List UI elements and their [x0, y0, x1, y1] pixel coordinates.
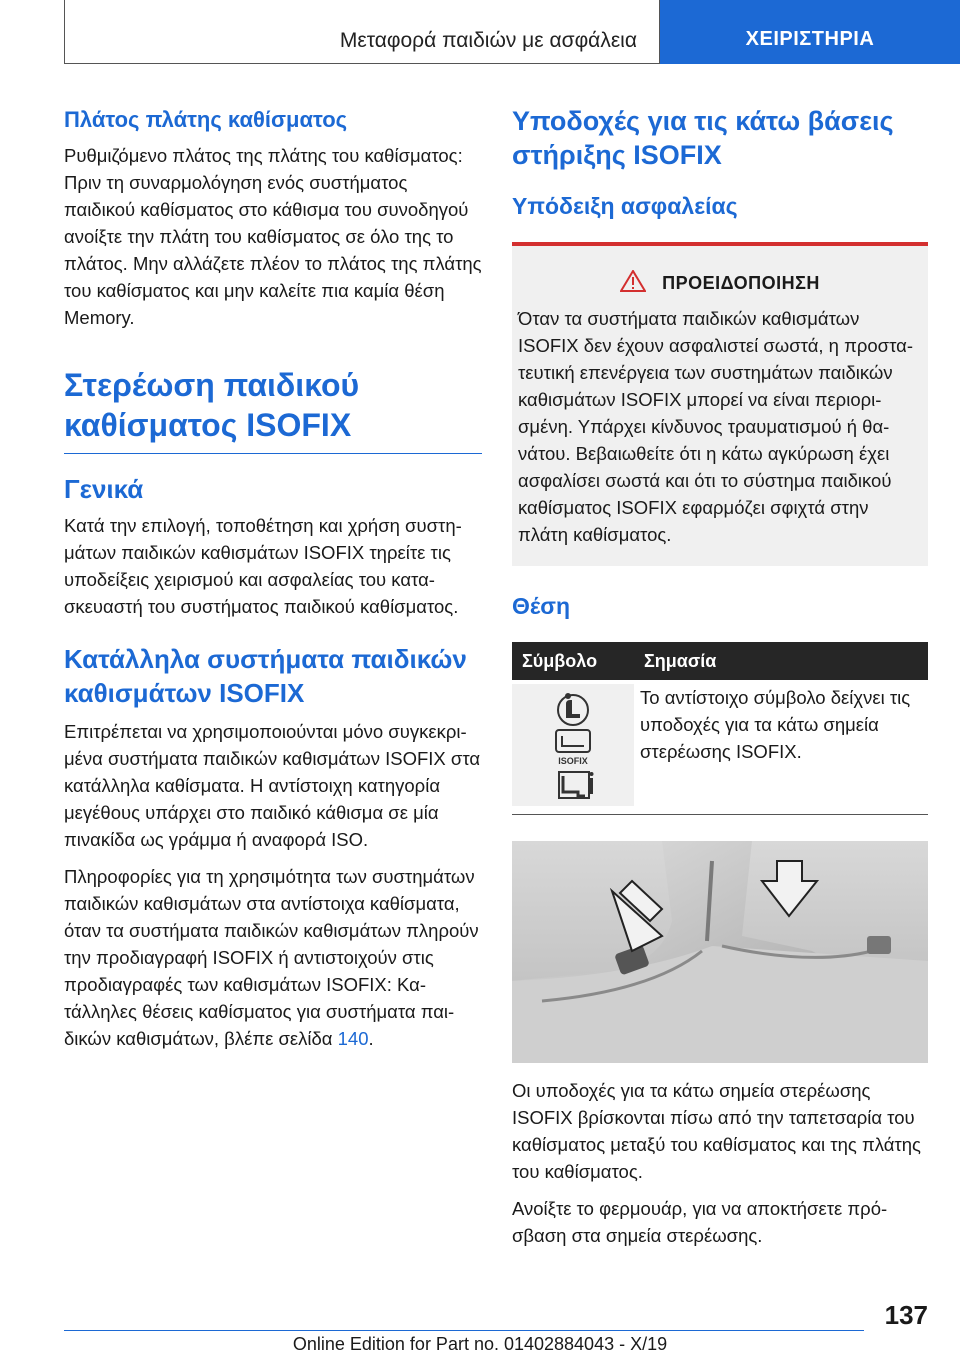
- main-heading-block: [64, 365, 482, 454]
- safety-heading: Υπόδειξη ασφαλείας: [512, 193, 738, 219]
- warning-box: [512, 242, 928, 566]
- header-box: [64, 0, 660, 64]
- isofix-main-heading: Στερέωση παιδικού καθίσματος ISOFIX: [64, 367, 360, 443]
- table-row: [512, 680, 928, 806]
- warning-title: ΠΡΟΕΙΔΟΠΟΙΗΣΗ: [662, 273, 820, 293]
- isofix-label: ISOFIX: [558, 756, 588, 766]
- table-header-row: [512, 642, 928, 680]
- suitable-paragraph-2: [64, 863, 482, 1052]
- seat-photo: [512, 841, 928, 1063]
- position-heading: Θέση: [512, 593, 571, 619]
- suitable-paragraph-2-text: Πληροφορίες για τη χρησιμότητα των συστημάτων παιδικών καθισμάτων στα αντίστοιχα καθίσματα, όταν τα συστήματα παιδικών καθισμάτων πληρούν την προδιαγραφή ISOFIX ή αντιστοιχούν στις προδιαγραφές των καθισμάτων ISOFIX: Κατάλληλες θέσεις καθίσματος για συστήματα παιδικών καθισμάτων, βλέπε σελίδα: [64, 866, 479, 1049]
- col-header-meaning: Σημασία: [634, 642, 928, 680]
- general-heading: Γενικά: [64, 474, 144, 504]
- period: .: [368, 1028, 374, 1049]
- footer-rule: [64, 1330, 864, 1331]
- general-paragraph: Κατά την επιλογή, τοποθέτηση και χρήση συστημάτων παιδικών καθισμάτων ISOFIX τηρείτε τις υποδείξεις χειρισμού και ασφαλείας του κατασκευαστή του συστήματος παιδικού καθίσματος.: [64, 515, 462, 617]
- meaning-cell: Το αντίστοιχο σύμβολο δείχνει τις υποδοχές για τα κάτω σημεία στερέωσης ISOFIX.: [640, 687, 911, 762]
- page-number: 137: [884, 1300, 928, 1330]
- photo-caption: Οι υποδοχές για τα κάτω σημεία στερέωσης ISOFIX βρίσκονται πίσω από την ταπετσαρία του καθίσματος μεταξύ του καθίσματος και της πλάτης του καθίσματος.: [512, 1080, 921, 1182]
- warning-text: Όταν τα συστήματα παιδικών καθισμάτων ISOFIX δεν έχουν ασφαλιστεί σωστά, η προστατευτική επενέργεια των συστημάτων παιδικών καθισμάτων ISOFIX μπορεί να είναι περιορισμένη. Υπάρχει κίνδυνος τραυματισμού ή θανάτου. Βεβαιωθείτε ότι η κάτω αγκύρωση έχει ασφαλίσει σωστά και ότι το σύστημα παιδικού καθίσματος ISOFIX εφαρμόζει σφιχτά στην πλάτη καθίσματος.: [518, 308, 914, 545]
- symbol-table: [512, 642, 928, 806]
- page-link[interactable]: 140: [337, 1028, 369, 1049]
- right-column: [512, 100, 928, 1249]
- anchor-heading: Υποδοχές για τις κάτω βάσεις στήριξης ISOFIX: [512, 106, 894, 170]
- section-tab[interactable]: ΧΕΙΡΙΣΤΗΡΙΑ: [660, 0, 960, 64]
- chapter-title: Μεταφορά παιδιών με ασφάλεια: [339, 29, 637, 52]
- symbol-cell: [512, 680, 634, 806]
- suitable-paragraph-1: Επιτρέπεται να χρησιμοποιούνται μόνο συγκεκριμένα συστήματα παιδικών καθισμάτων ISOFIX στα κατάλληλα καθίσματα. Η αντίστοιχη κατηγορία μεγέθους υπάρχει στο παιδικό κάθισμα σε μία πινακίδα ως γράμμα ή αναφορά ISO.: [64, 721, 481, 850]
- warning-title-row: [518, 270, 922, 297]
- col-header-symbol: Σύμβολο: [512, 642, 634, 680]
- left-column: [64, 100, 482, 1052]
- edition-footer: Online Edition for Part no. 01402884043 - X/19: [292, 1334, 668, 1354]
- backrest-paragraph: Ρυθμιζόμενο πλάτος της πλάτης του καθίσματος: Πριν τη συναρμολόγηση ενός συστήματος παιδικού καθίσματος στο κάθισμα του συνοδηγού ανοίξτε την πλάτη του καθίσματος σε όλο της το πλάτος. Μην αλλάζετε πλέον το πλάτος της πλάτης του καθίσματος και μην καλείτε πια καμία θέση Memory.: [64, 145, 482, 328]
- warning-triangle-icon: [620, 270, 646, 297]
- open-zipper-text: Ανοίξτε το φερμουάρ, για να αποκτήσετε πρόσβαση στα σημεία στερέωσης.: [512, 1198, 888, 1246]
- suitable-heading: Κατάλληλα συστήματα παιδικών καθισμάτων ISOFIX: [64, 644, 467, 708]
- table-divider: [512, 814, 928, 815]
- backrest-heading: Πλάτος πλάτης καθίσματος: [64, 107, 348, 132]
- isofix-symbol-icon: [512, 684, 634, 806]
